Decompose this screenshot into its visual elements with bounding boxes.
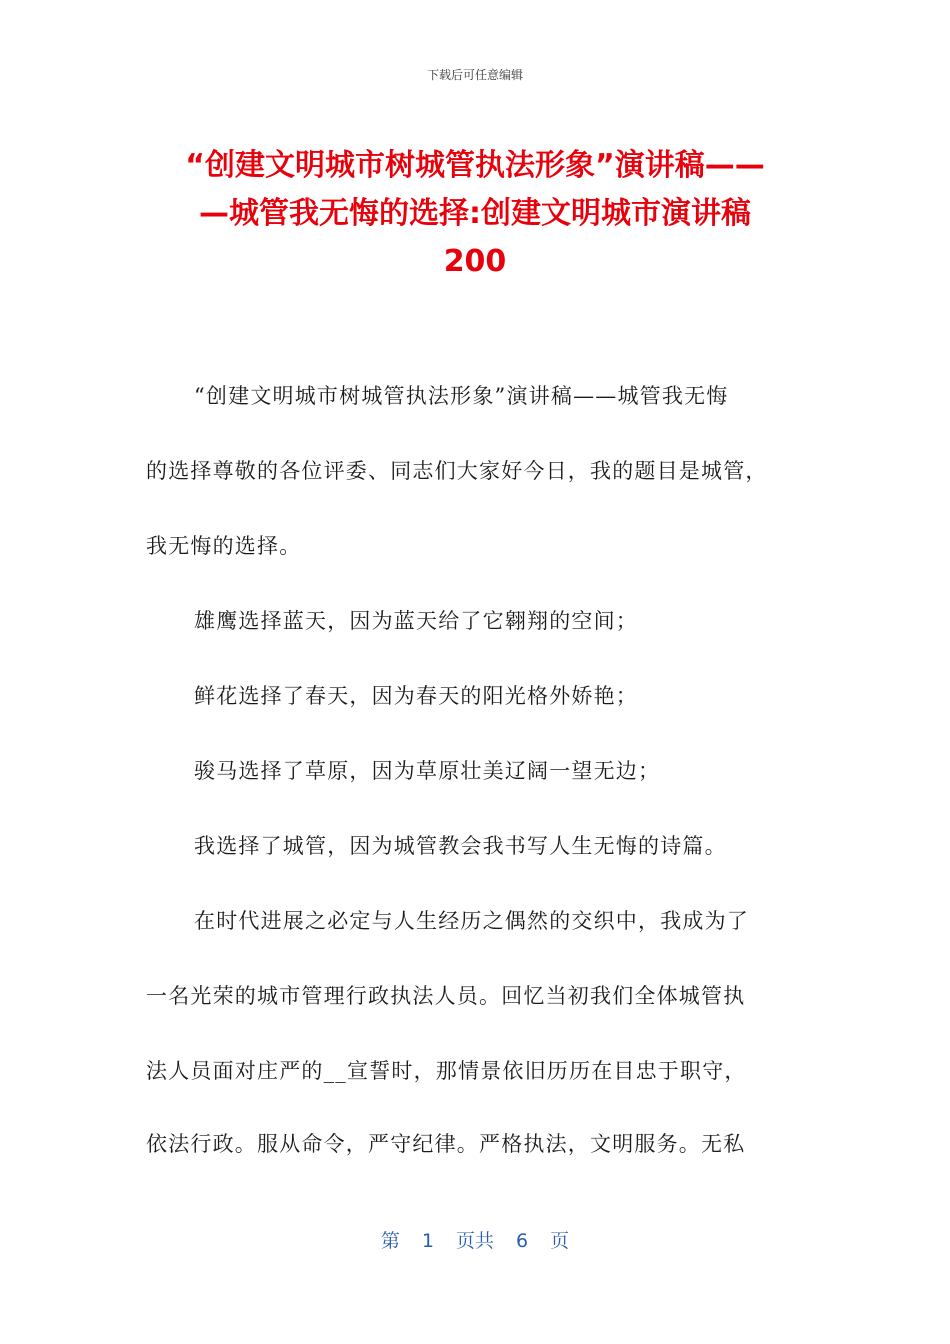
title-line: 200 — [443, 244, 507, 279]
paragraph-line: 法人员面对庄严的__宣誓时，那情景依旧历历在目忠于职守， — [146, 1059, 747, 1083]
paragraph-line: 我无悔的选择。 — [146, 534, 302, 558]
paragraph-line: 在时代进展之必定与人生经历之偶然的交织中，我成为了 — [194, 909, 749, 933]
paragraph-line: 鲜花选择了春天，因为春天的阳光格外娇艳； — [194, 684, 638, 708]
title-line: —城管我无悔的选择:创建文明城市演讲稿 — [199, 196, 751, 231]
footer-mid: 页共 — [455, 1230, 494, 1252]
header-note: 下载后可任意编辑 — [426, 68, 523, 82]
title-line: “创建文明城市树城管执法形象”演讲稿—— — [185, 148, 765, 183]
footer-prefix: 第 — [380, 1230, 400, 1252]
paragraph-line: 一名光荣的城市管理行政执法人员。回忆当初我们全体城管执 — [146, 984, 746, 1008]
footer-suffix: 页 — [550, 1230, 570, 1252]
total-pages: 6 — [516, 1230, 529, 1252]
paragraph-line: 骏马选择了草原，因为草原壮美辽阔一望无边； — [194, 759, 661, 783]
paragraph-line: “创建文明城市树城管执法形象”演讲稿——城管我无悔 — [194, 384, 729, 408]
current-page-number: 1 — [421, 1230, 434, 1252]
paragraph-line: 的选择尊敬的各位评委、同志们大家好今日，我的题目是城管， — [146, 459, 768, 483]
document-title — [150, 142, 800, 286]
paragraph-line: 我选择了城管，因为城管教会我书写人生无悔的诗篇。 — [194, 834, 727, 858]
paragraph-line: 依法行政。服从命令，严守纪律。严格执法，文明服务。无私 — [146, 1132, 746, 1156]
paragraph-line: 雄鹰选择蓝天，因为蓝天给了它翱翔的空间； — [194, 609, 638, 633]
page-footer — [0, 1226, 950, 1253]
